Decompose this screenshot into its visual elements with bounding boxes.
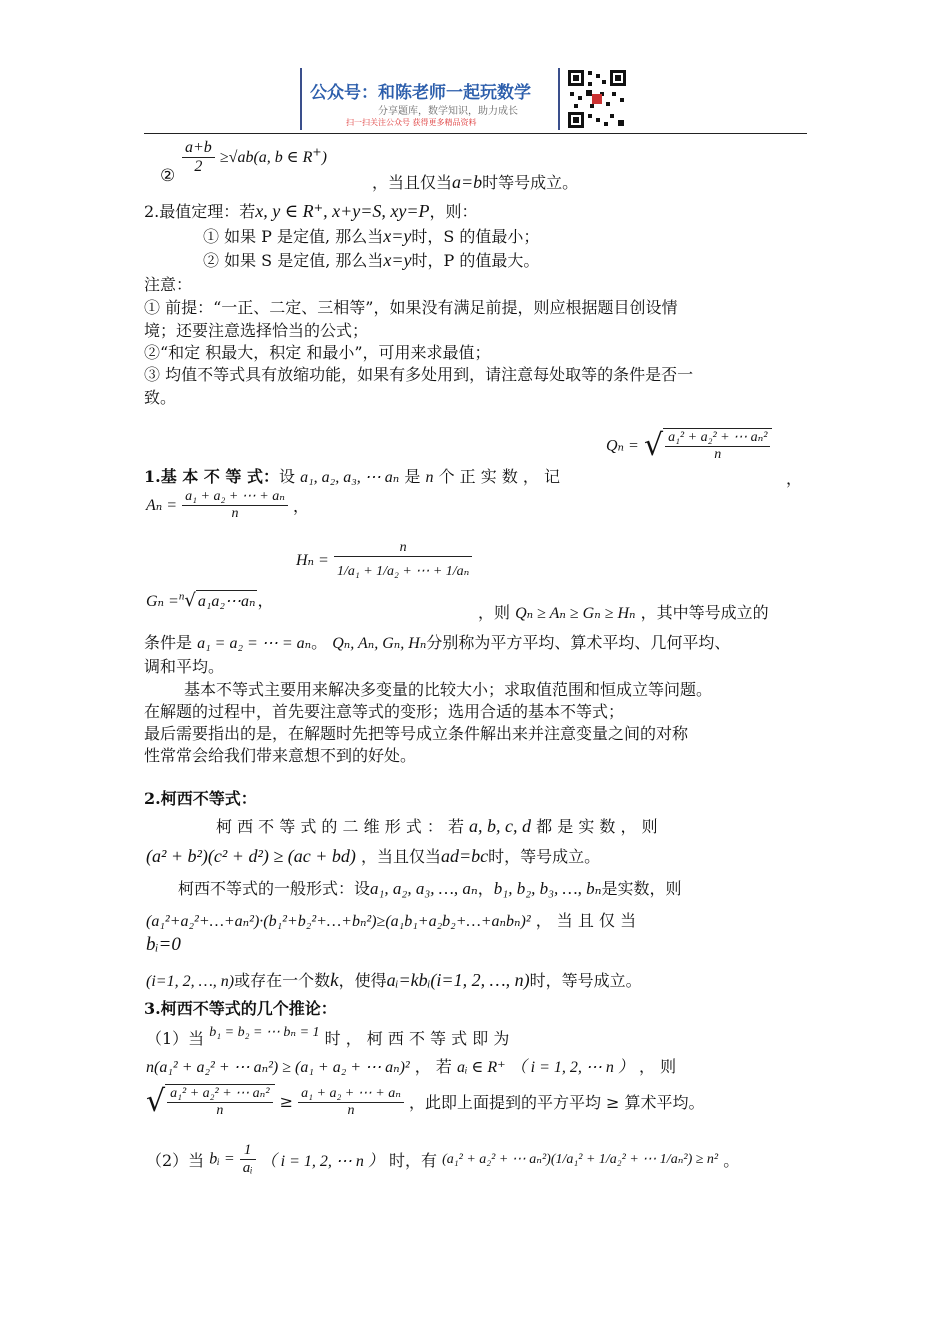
banner-left-rule — [300, 68, 302, 130]
basic-paragraph-1: 基本不等式主要用来解决多变量的比较大小；求取值范围和恒成立等问题。 — [184, 680, 713, 699]
header-divider — [144, 133, 807, 134]
cauchy-2d-formula-line: (a² + b²)(c² + d²) ≥ (ac + bd) ，当且仅当ad=bc时，等号成立。 — [146, 846, 601, 866]
corollary-1-formula-line: n(a₁² + a₂² + ⋯ aₙ²) ≥ (a₁ + a₂ + ⋯ aₙ)² ， 若 aᵢ ∈ R⁺ （ i = 1, 2, ⋯ n ） ， 则 — [146, 1057, 677, 1076]
note-1a: ① 前提：“一正、二定、三相等”，如果没有满足前提，则应根据题目创设情 — [144, 298, 678, 317]
banner-note: 扫一扫关注公众号 获得更多精品资料 — [346, 118, 477, 127]
item-formula: $\frac{a+b}{2}$ ≥√ab(a, b ∈ R+) — [182, 139, 327, 176]
corollary-heading: 3.柯西不等式的几个推论： — [144, 999, 337, 1018]
basic-head-line: 1.基 本 不 等 式：设 a₁, a₂, a₃, ⋯ aₙ 是 n 个 正 实 数 ， 记 — [144, 467, 561, 486]
note-3a: ③ 均值不等式具有放缩功能，如果有多处用到，请注意每处取等的条件是否一 — [144, 365, 694, 384]
ineq-rest: ≥√ab(a, b ∈ R — [219, 149, 313, 166]
cauchy-heading: 2.柯西不等式： — [144, 789, 257, 808]
cauchy-equality-line: (i=1, 2, …, n)或存在一个数k，使得aᵢ=kbᵢ(i=1, 2, …, n)时，等号成立。 — [146, 970, 642, 991]
corollary-1-line: （1）当 b₁ = b₂ = ⋯ bₙ = 1 时 ， 柯 西 不 等 式 即 为 — [146, 1025, 510, 1048]
notes-title: 注意： — [144, 275, 193, 294]
banner-subtitle: 分享题库，数学知识，助力成长 — [378, 106, 518, 117]
qr-code-icon — [566, 68, 628, 130]
mean-chain-line: ，则 Qₙ ≥ Aₙ ≥ Gₙ ≥ Hₙ ，其中等号成立的 — [478, 603, 769, 622]
header-banner — [300, 66, 648, 132]
cauchy-general-formula-line: (a₁²+a₂²+…+aₙ²)·(b₁²+b₂²+…+bₙ²)≥(a₁b₁+a₂b₂+…+aₙbₙ)² ， 当 且 仅 当 — [146, 911, 637, 930]
corollary-1-mean-line: √ $\frac{\text{a₁² + a₂² + ⋯ aₙ²}}{n}$ ≥ $\frac{\text{a₁ + a₂ + ⋯ + aₙ}}{n}$ ，此即上面提到的平方平均 ≥ 算术平均。 — [146, 1084, 705, 1119]
basic-paragraph-2: 在解题的过程中，首先要注意等式的变形；选用合适的基本不等式； — [144, 702, 625, 721]
arithmetic-mean-formula: Aₙ = $\frac{\text{a₁ + a₂ + ⋯ + aₙ}}{n}$ ， — [146, 489, 310, 521]
harmonic-mean-formula: Hₙ = $\frac{n}{\text{1/a₁ + 1/a₂ + ⋯ + 1/aₙ}}$ — [296, 540, 472, 580]
fraction: $\frac{a+b}{2}$ — [182, 139, 215, 176]
item-number: ② — [160, 166, 176, 186]
note-1b: 境；还要注意选择恰当的公式； — [144, 321, 369, 340]
item-condition: ，当且仅当a=b时等号成立。 — [372, 172, 579, 192]
equality-condition-line: 条件是 a₁ = a₂ = ⋯ = aₙ。 Qₙ, Aₙ, Gₙ, Hₙ分别称为平方平均、算术平均、几何平均、 — [144, 633, 731, 652]
max-theorem-head: 2.最值定理：若x, y ∈ R⁺, x+y=S, xy=P，则： — [144, 201, 478, 221]
banner-title: 公众号：和陈老师一起玩数学 — [310, 83, 531, 103]
basic-heading: 1.基 本 不 等 式： — [144, 467, 279, 486]
quadratic-mean-formula: Qₙ = √ $\frac{\text{a₁² + a₂² + ⋯ aₙ²}}{n}$ — [606, 428, 772, 463]
max-theorem-case-2: ② 如果 S 是定值, 那么当x=y时，P 的值最大。 — [203, 250, 540, 270]
corollary-2-line: （2）当 bᵢ = $\frac{1}{\text{aᵢ}}$ （ i = 1, 2, ⋯ n ） 时，有 (a₁² + a₂² + ⋯ aₙ²)(1/a₁² + 1/a₂² + ⋯ 1/aₙ²) ≥ n² 。 — [146, 1142, 740, 1176]
basic-paragraph-3: 最后需要指出的是，在解题时先把等号成立条件解出来并注意变量之间的对称 — [144, 724, 689, 743]
comma: ， — [786, 469, 803, 488]
basic-paragraph-4: 性常常会给我们带来意想不到的好处。 — [144, 746, 417, 765]
max-theorem-case-1: ① 如果 P 是定值, 那么当x=y时，S 的值最小； — [203, 226, 540, 246]
banner-right-rule — [558, 68, 560, 130]
names-end: 调和平均。 — [144, 657, 225, 676]
cauchy-general-line: 柯西不等式的一般形式：设a₁, a₂, a₃, …, aₙ，b₁, b₂, b₃, …, bₙ是实数，则 — [178, 879, 682, 898]
cauchy-b-zero: bᵢ=0 — [146, 934, 181, 955]
geometric-mean-formula: Gₙ =$^n$√ a₁a₂⋯aₙ ， — [146, 590, 274, 611]
note-2: ②“和定 积最大，积定 和最小”，可用来求最值； — [144, 343, 491, 362]
note-3b: 致。 — [144, 388, 177, 407]
cauchy-2d-line: 柯 西 不 等 式 的 二 维 形 式 ： 若 a, b, c, d 都 是 实 数 ， 则 — [216, 816, 658, 836]
